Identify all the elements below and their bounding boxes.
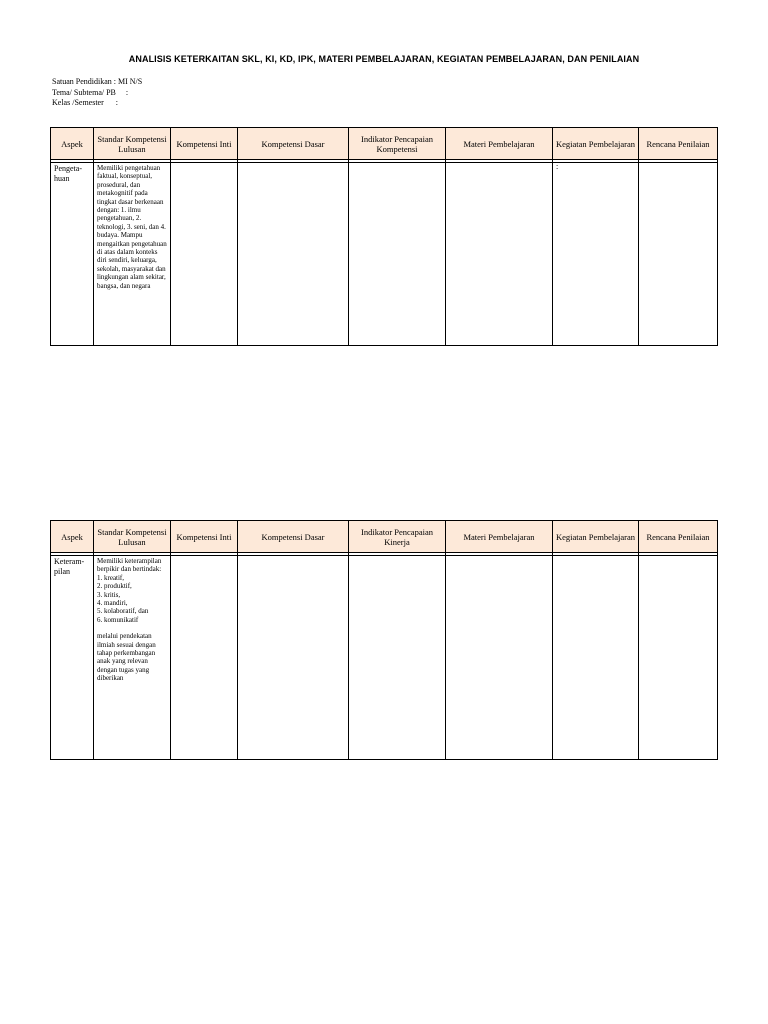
skl-item: 1. kreatif, [97,573,125,582]
header-kd: Kompetensi Dasar [238,128,349,160]
document-title: ANALISIS KETERKAITAN SKL, KI, KD, IPK, MATERI PEMBELAJARAN, KEGIATAN PEMBELAJARAN, DAN PENILAIAN [128,54,640,64]
table-header-row [51,128,718,160]
cell-aspek: Keteram-pilan [51,556,94,760]
cell-penilaian [639,556,718,760]
meta-tema-subtema: Tema/ Subtema/ PB : [52,87,129,97]
table-header-row [51,521,718,553]
cell-ki [171,163,238,346]
skl-intro: Memiliki keterampilan berpikir dan bertindak: [97,557,162,574]
cell-kd [238,556,349,760]
cell-kd [238,163,349,346]
document-meta [52,77,142,109]
meta-kelas-semester: Kelas /Semester : [52,98,118,107]
header-ipk: Indikator Pencapaian Kompetensi [349,128,446,160]
skl-item: 2. produktif, [97,582,132,591]
table-row [51,556,718,760]
header-aspek: Aspek [51,521,94,553]
cell-skl: Memiliki pengetahuan faktual, konseptual, prosedural, dan metakognitif pada tingkat dasar berkenaan dengan: 1. ilmu pengetahuan, 2. teknologi, 3. seni, dan 4. budaya. Mampu mengaitkan pengetahuan di atas dalam konteks diri sendiri, keluarga, sekolah, masyarakat dan lingkungan alam sekitar, bangsa, dan negara [94,163,171,346]
cell-kegiatan [553,556,639,760]
skl-item: 6. komunikatif [97,615,139,624]
cell-aspek: Pengeta-huan [51,163,94,346]
header-ki: Kompetensi Inti [171,521,238,553]
meta-satuan-pendidikan: Satuan Pendidikan : MI N/S [52,77,143,86]
header-penilaian: Rencana Penilaian [639,521,718,553]
skl-outro: melalui pendekatan ilmiah sesuai dengan tahap perkembangan anak yang relevan dengan tugas yang diberikan [97,632,156,683]
table-row [51,163,718,346]
analysis-table-pengetahuan [50,127,718,346]
skl-item: 4. mandiri, [97,599,128,608]
header-kegiatan: Kegiatan Pembelajaran [553,128,639,160]
header-skl: Standar Kompetensi Lulusan [94,521,171,553]
header-kd: Kompetensi Dasar [238,521,349,553]
header-ki: Kompetensi Inti [171,128,238,160]
header-aspek: Aspek [51,128,94,160]
skl-item: 3. kritis, [97,590,121,599]
cell-ipk [349,556,446,760]
cell-ipk [349,163,446,346]
analysis-table-keterampilan [50,520,718,760]
kegiatan-colon-mark: : [556,162,559,171]
header-skl: Standar Kompetensi Lulusan [94,128,171,160]
cell-materi [446,556,553,760]
header-materi: Materi Pembelajaran [446,521,553,553]
cell-kegiatan [553,163,639,346]
header-ipk: Indikator Pencapaian Kinerja [349,521,446,553]
header-kegiatan: Kegiatan Pembelajaran [553,521,639,553]
cell-penilaian [639,163,718,346]
cell-skl [94,556,171,760]
cell-materi [446,163,553,346]
skl-spacer [97,624,167,632]
skl-item: 5. kolaboratif, dan [97,607,149,616]
header-penilaian: Rencana Penilaian [639,128,718,160]
cell-ki [171,556,238,760]
header-materi: Materi Pembelajaran [446,128,553,160]
